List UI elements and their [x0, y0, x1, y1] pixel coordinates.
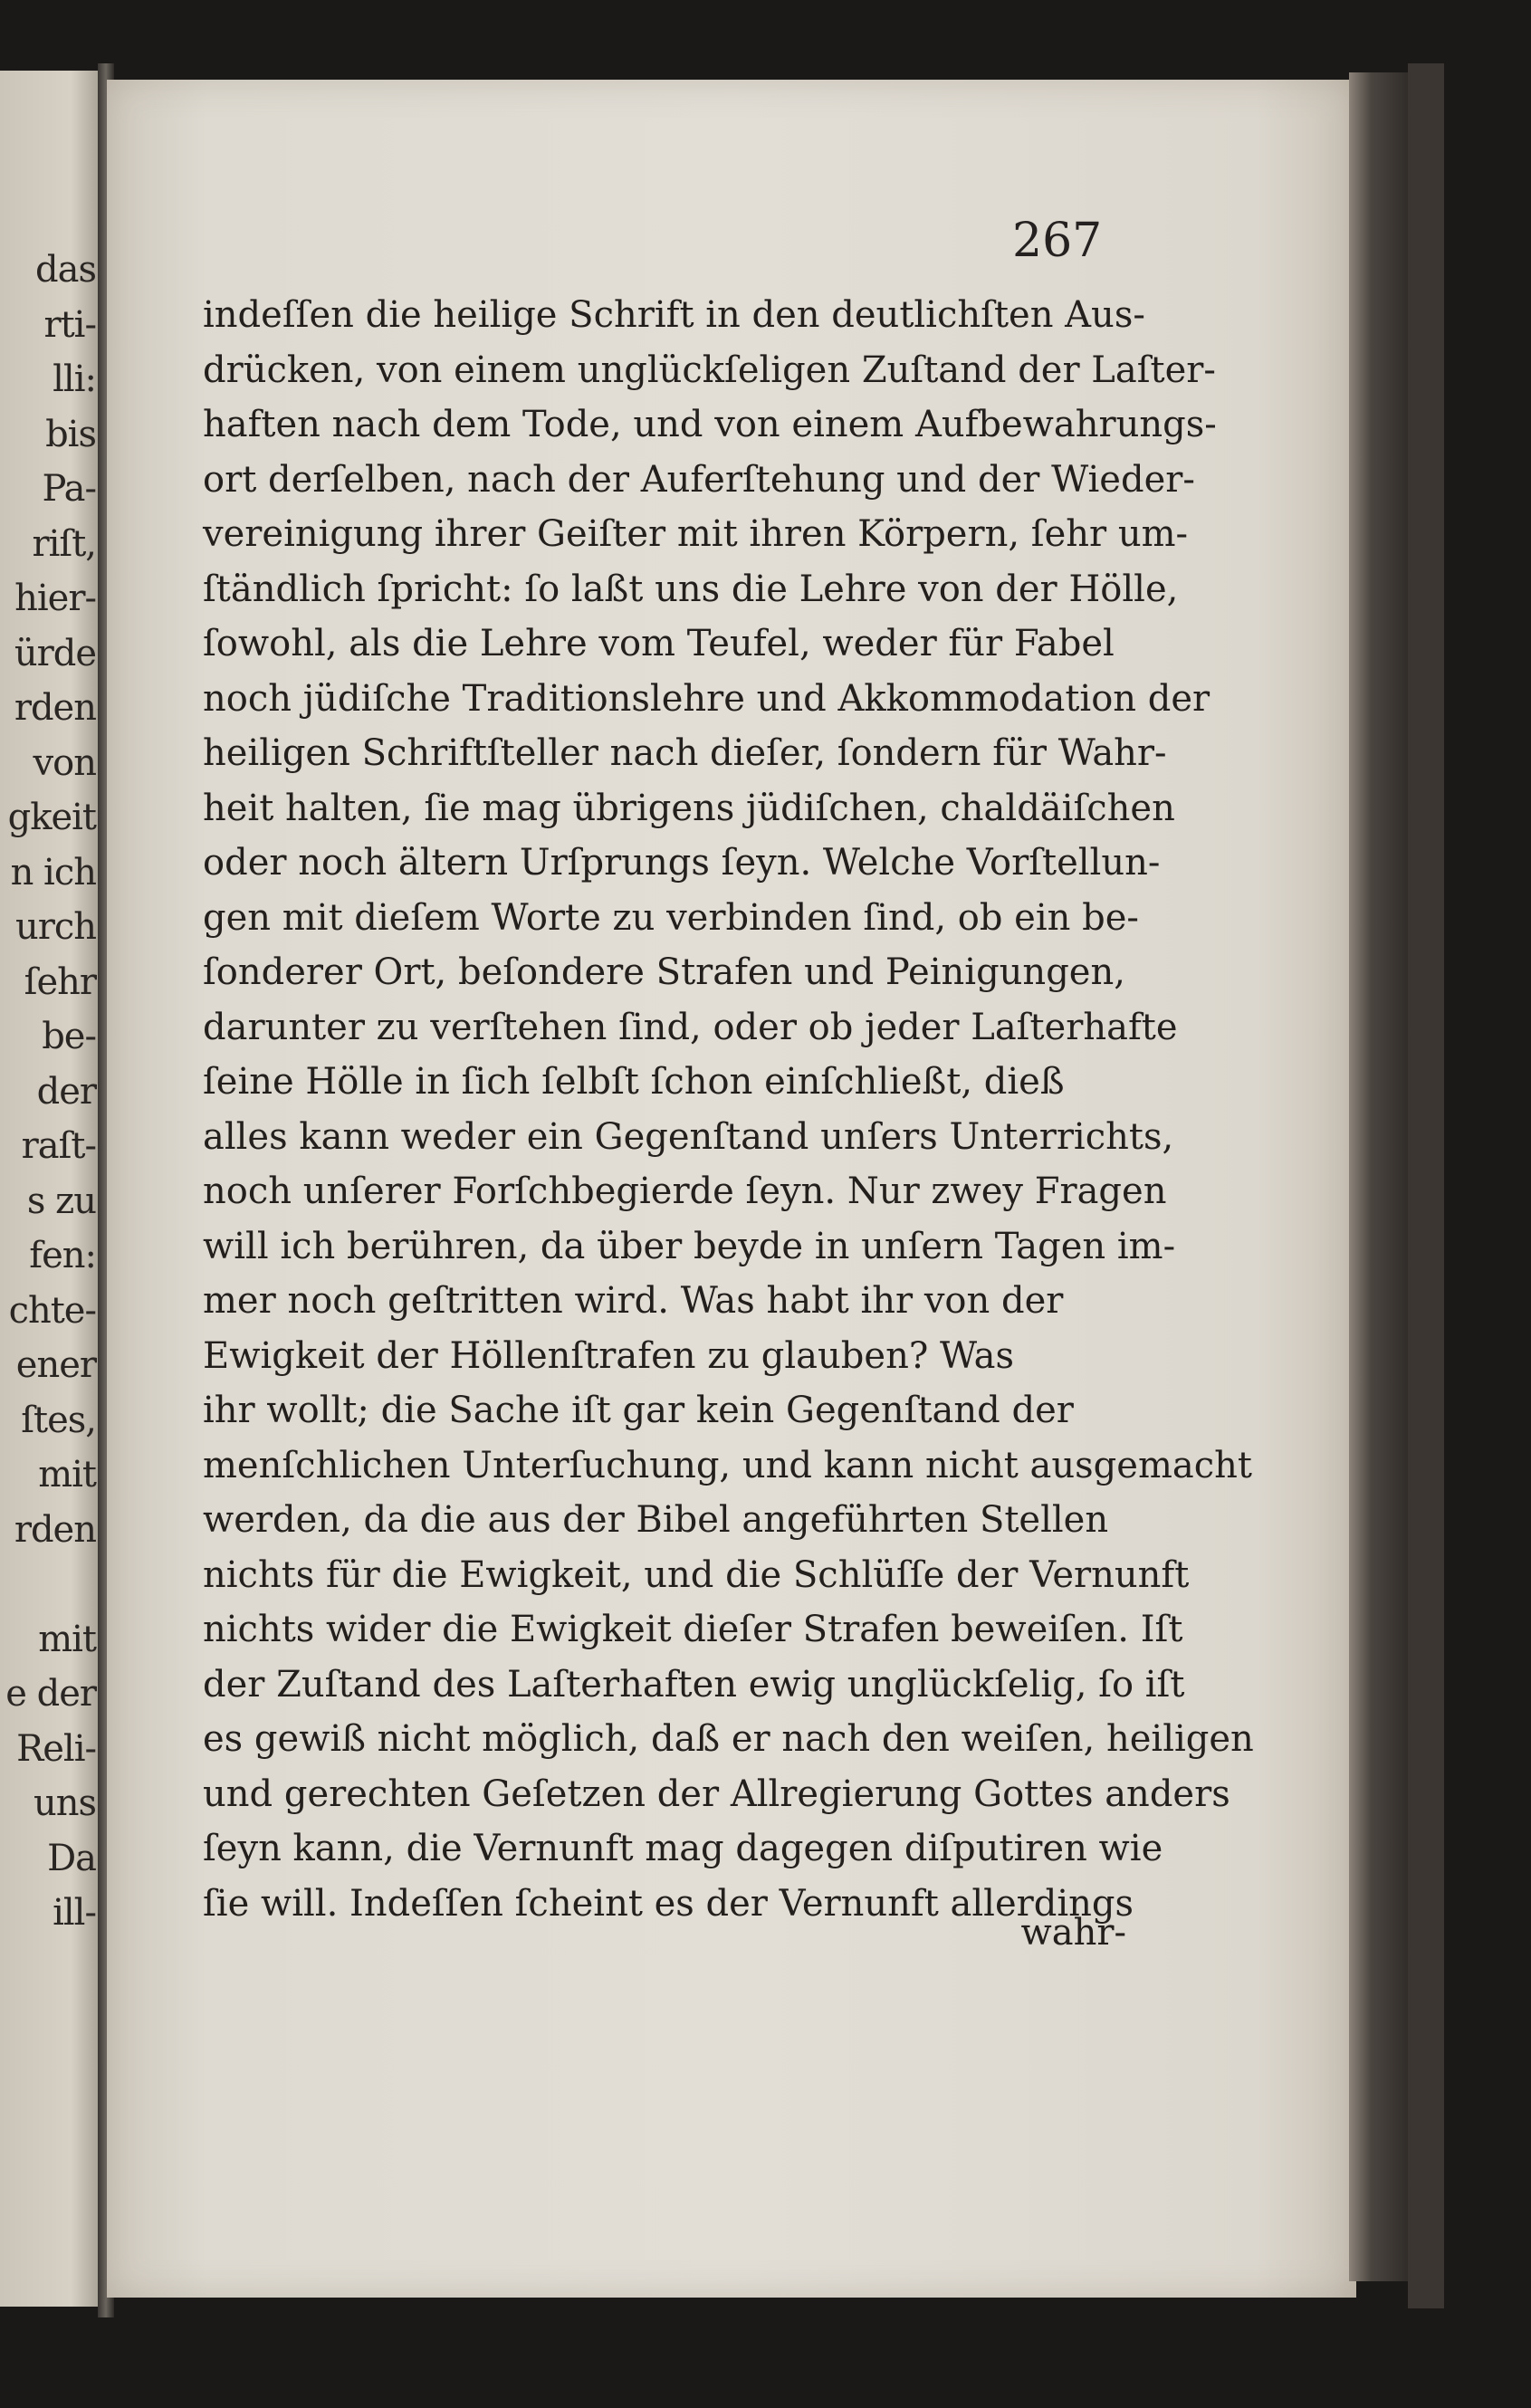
previous-page-fragment: rti- [43, 303, 96, 346]
previous-page-fragment: chte- [8, 1289, 96, 1332]
previous-page-fragment [5, 1561, 96, 1608]
previous-page-fragment: der [36, 1070, 96, 1113]
previous-page-fragment: n ich [10, 851, 96, 893]
previous-page-fragment: ener [15, 1344, 96, 1386]
previous-page-fragment: s zu [26, 1180, 96, 1222]
text-line: nichts wider die Ewigkeit dieſer Strafen beweiſen. Iſt [203, 1609, 1183, 1650]
book-cover-edge [1408, 63, 1444, 2308]
text-line: darunter zu verſtehen ſind, oder ob jeder Laſterhafte [203, 1006, 1178, 1048]
text-line: heit halten, ſie mag übrigens jüdiſchen, chaldäiſchen [203, 787, 1175, 829]
previous-page-fragment: bis [45, 413, 96, 455]
previous-page-fragment: rden [14, 687, 96, 729]
text-line: der Zuſtand des Laſterhaften ewig unglückſelig, ſo iſt [203, 1663, 1185, 1706]
previous-page-fragment: rden [14, 1508, 96, 1551]
previous-page-fragment: ſehr [24, 960, 96, 1003]
text-line: oder noch ältern Urſprungs ſeyn. Welche Vorſtellun- [203, 842, 1161, 884]
text-line: ihr wollt; die Sache iſt gar kein Gegenſtand der [203, 1390, 1074, 1431]
text-line: alles kann weder ein Gegenſtand unſers Unterrichts, [203, 1115, 1174, 1158]
text-line: noch unſerer Forſchbegierde ſeyn. Nur zwey Fragen [203, 1171, 1167, 1212]
body-text [203, 288, 1254, 1931]
previous-page-fragment: ürde [14, 632, 96, 674]
text-line: heiligen Schriftſteller nach dieſer, ſondern für Wahr- [203, 732, 1167, 774]
page-fore-edge [1349, 72, 1412, 2281]
text-line: ſowohl, als die Lehre vom Teufel, weder für Fabel [203, 623, 1115, 664]
text-line: es gewiß nicht möglich, daß er nach den weiſen, heiligen [203, 1718, 1254, 1760]
text-line: ſonderer Ort, beſondere Strafen und Peinigungen, [203, 951, 1125, 993]
text-line: will ich berühren, da über beyde in unſern Tagen im- [203, 1225, 1176, 1267]
text-line: ort derſelben, nach der Auferſtehung und der Wieder- [203, 458, 1195, 501]
previous-page-fragment: ſtes, [21, 1399, 96, 1441]
previous-page-edge [0, 71, 101, 2307]
previous-page-fragment: raſt- [21, 1125, 96, 1167]
previous-page-fragment: lli: [53, 358, 96, 400]
previous-page-fragment: mit [38, 1618, 96, 1660]
text-line: werden, da die aus der Bibel angeführten Stellen [203, 1499, 1109, 1541]
page-number: 267 [1012, 214, 1103, 268]
text-line: Ewigkeit der Höllenſtrafen zu glauben? Was [203, 1334, 1014, 1377]
text-line: menſchlichen Unterſuchung, und kann nicht ausgemacht [203, 1444, 1252, 1486]
text-line: ſeyn kann, die Vernunft mag dagegen diſputiren wie [203, 1828, 1163, 1869]
text-line: drücken, von einem unglückſeligen Zuſtand der Laſter- [203, 349, 1216, 391]
text-line: haften nach dem Tode, und von einem Aufbewahrungs- [203, 404, 1217, 445]
previous-page-fragment: fen: [29, 1235, 96, 1276]
previous-page-fragment: Reli- [16, 1727, 96, 1770]
previous-page-fragment: Da [47, 1837, 96, 1879]
text-line: mer noch geſtritten wird. Was habt ihr von der [203, 1280, 1064, 1322]
previous-page-fragment: uns [33, 1782, 96, 1824]
previous-page-fragment: Pa- [42, 468, 96, 510]
previous-page-fragment: ill- [53, 1892, 96, 1934]
previous-page-fragment: riſt, [32, 522, 96, 565]
previous-page-fragment: be- [42, 1016, 96, 1057]
previous-page-fragment: urch [14, 906, 96, 948]
text-line: nichts für die Ewigkeit, und die Schlüſſe der Vernunft [203, 1553, 1190, 1596]
text-line: noch jüdiſche Traditionslehre und Akkommodation der [203, 677, 1210, 720]
previous-page-fragment: e der [5, 1673, 96, 1715]
text-line: ſie will. Indeſſen ſcheint es der Vernunft allerdings [203, 1882, 1134, 1925]
text-line: ſeine Hölle in ſich ſelbſt ſchon einſchließt, dieß [203, 1061, 1065, 1103]
text-line: vereinigung ihrer Geiſter mit ihren Körpern, ſehr um- [203, 513, 1189, 555]
previous-page-fragment: von [33, 741, 96, 784]
catchword: wahr- [1020, 1912, 1126, 1954]
text-line: ſtändlich ſpricht: ſo laßt uns die Lehre von der Hölle, [203, 568, 1179, 610]
text-line: gen mit dieſem Worte zu verbinden ſind, ob ein be- [203, 896, 1139, 939]
previous-page-fragment: mit [38, 1454, 96, 1495]
text-line: indeſſen die heilige Schrift in den deutlichſten Aus- [203, 294, 1145, 336]
text-line: und gerechten Geſetzen der Allregierung Gottes anders [203, 1773, 1230, 1815]
previous-page-fragment: das [35, 249, 96, 291]
previous-page-fragment: hier- [14, 578, 96, 619]
previous-page-fragment: gkeit [7, 797, 96, 838]
